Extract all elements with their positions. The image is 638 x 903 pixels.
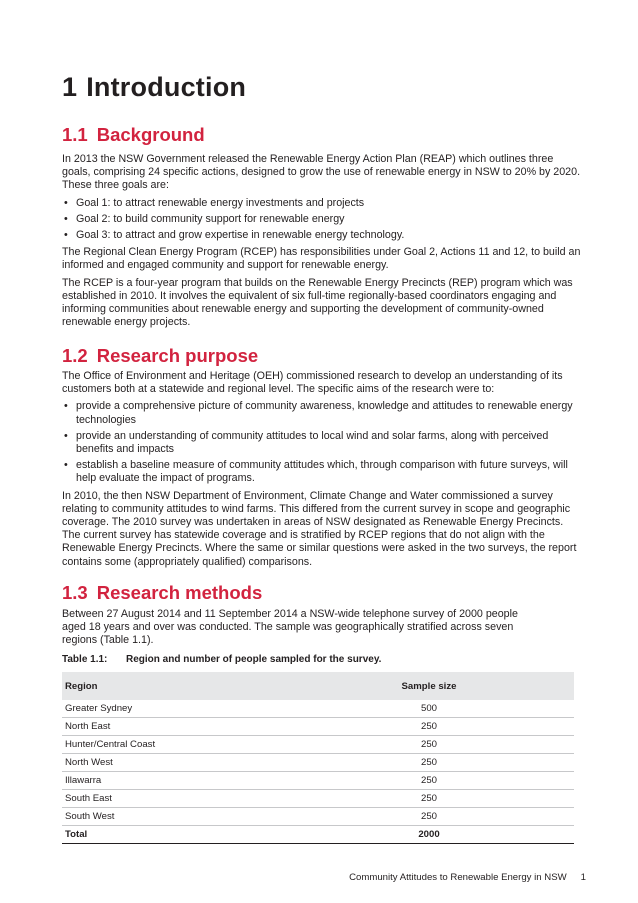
sample-size-cell: 250 (281, 772, 574, 790)
list-item: • provide an understanding of community attitudes to local wind and solar farms, along with perceived benefits and impacts (62, 430, 582, 456)
sample-table (62, 672, 574, 844)
table-row (62, 754, 574, 772)
list-item: • establish a baseline measure of community attitudes which, through comparison with future surveys, will help evaluate the impact of programs. (62, 459, 582, 485)
background-paragraph-3: The RCEP is a four-year program that builds on the Renewable Energy Precincts (REP) program which was established in 2010. It involves the equivalent of six full-time regionally-based coordinators engaging and informing communities about renewable energy and supporting the development of community-owned renewable energy projects. (62, 276, 573, 329)
methods-section (62, 608, 532, 648)
table-caption (62, 654, 381, 665)
region-cell: Hunter/Central Coast (62, 736, 281, 754)
table-caption-label: Table 1.1: (62, 654, 108, 665)
purpose-section (62, 370, 582, 569)
page-footer (349, 872, 586, 883)
table-row (62, 772, 574, 790)
table-caption-text: Region and number of people sampled for the survey. (126, 654, 382, 665)
purpose-paragraph-1: The Office of Environment and Heritage (OEH) commissioned research to develop an understanding of its customers both at a statewide and regional level. The specific aims of the research were to: (62, 370, 563, 396)
sample-size-cell: 250 (281, 808, 574, 826)
column-header-region: Region (62, 672, 281, 700)
section-heading-purpose (62, 345, 258, 367)
section-title: Background (96, 124, 205, 145)
sample-size-cell: 250 (281, 736, 574, 754)
total-value-cell: 2000 (281, 826, 574, 844)
list-item: • Goal 2: to build community support for renewable energy (62, 213, 582, 226)
region-cell: North East (62, 718, 281, 736)
background-paragraph-2: The Regional Clean Energy Program (RCEP) has responsibilities under Goal 2, Actions 11 and 12, to build an informed and engaged community and support for renewable energy. (62, 246, 581, 272)
list-item: • provide a comprehensive picture of community awareness, knowledge and attitudes to renewable energy technologies (62, 400, 582, 426)
list-item: • Goal 3: to attract and grow expertise in renewable energy technology. (62, 229, 582, 242)
region-cell: South West (62, 808, 281, 826)
section-title: Research methods (96, 582, 263, 603)
sample-size-cell: 250 (281, 754, 574, 772)
table-row (62, 736, 574, 754)
column-header-sample-size: Sample size (281, 672, 574, 700)
aims-list (62, 400, 582, 485)
section-number: 1.2 (62, 345, 88, 366)
table-header-row (62, 672, 574, 700)
sample-size-cell: 500 (281, 700, 574, 718)
total-label-cell: Total (62, 826, 281, 844)
section-number: 1.3 (62, 582, 88, 603)
section-title: Research purpose (96, 345, 259, 366)
chapter-title (62, 72, 246, 103)
section-heading-background (62, 124, 205, 146)
region-cell: Illawarra (62, 772, 281, 790)
sample-size-cell: 250 (281, 790, 574, 808)
table-row (62, 718, 574, 736)
region-cell: Greater Sydney (62, 700, 281, 718)
table-row (62, 700, 574, 718)
list-item: • Goal 1: to attract renewable energy investments and projects (62, 197, 582, 210)
table-total-row (62, 826, 574, 844)
sample-size-cell: 250 (281, 718, 574, 736)
section-number: 1.1 (62, 124, 88, 145)
background-section (62, 153, 582, 329)
table-row (62, 790, 574, 808)
purpose-paragraph-2: In 2010, the then NSW Department of Environment, Climate Change and Water commissioned a survey relating to community attitudes to wind farms. This differed from the current survey in scope and geographic coverage. The 2010 survey was undertaken in areas of NSW designated as Renewable Energy Precincts. The current survey has statewide coverage and is stratified by RCEP regions that do not align with the Renewable Energy Precincts. Where the same or similar questions were asked in the two surveys, the report contains some (appropriately qualified) comparisons. (62, 489, 577, 568)
chapter-title-text: Introduction (86, 72, 247, 102)
methods-paragraph-1: Between 27 August 2014 and 11 September 2014 a NSW-wide telephone survey of 2000 people aged 18 years and over was conducted. The sample was geographically stratified across seven regions (Table 1.1). (62, 608, 518, 647)
footer-title: Community Attitudes to Renewable Energy in NSW (349, 872, 567, 883)
table-row (62, 808, 574, 826)
section-heading-methods (62, 582, 262, 604)
page-number: 1 (580, 872, 586, 883)
region-cell: North West (62, 754, 281, 772)
region-cell: South East (62, 790, 281, 808)
goals-list (62, 197, 582, 243)
chapter-number: 1 (62, 72, 78, 102)
background-paragraph-1: In 2013 the NSW Government released the Renewable Energy Action Plan (REAP) which outlines three goals, comprising 24 specific actions, designed to grow the use of renewable energy in NSW to 20% by 2020. These three goals are: (62, 153, 581, 192)
